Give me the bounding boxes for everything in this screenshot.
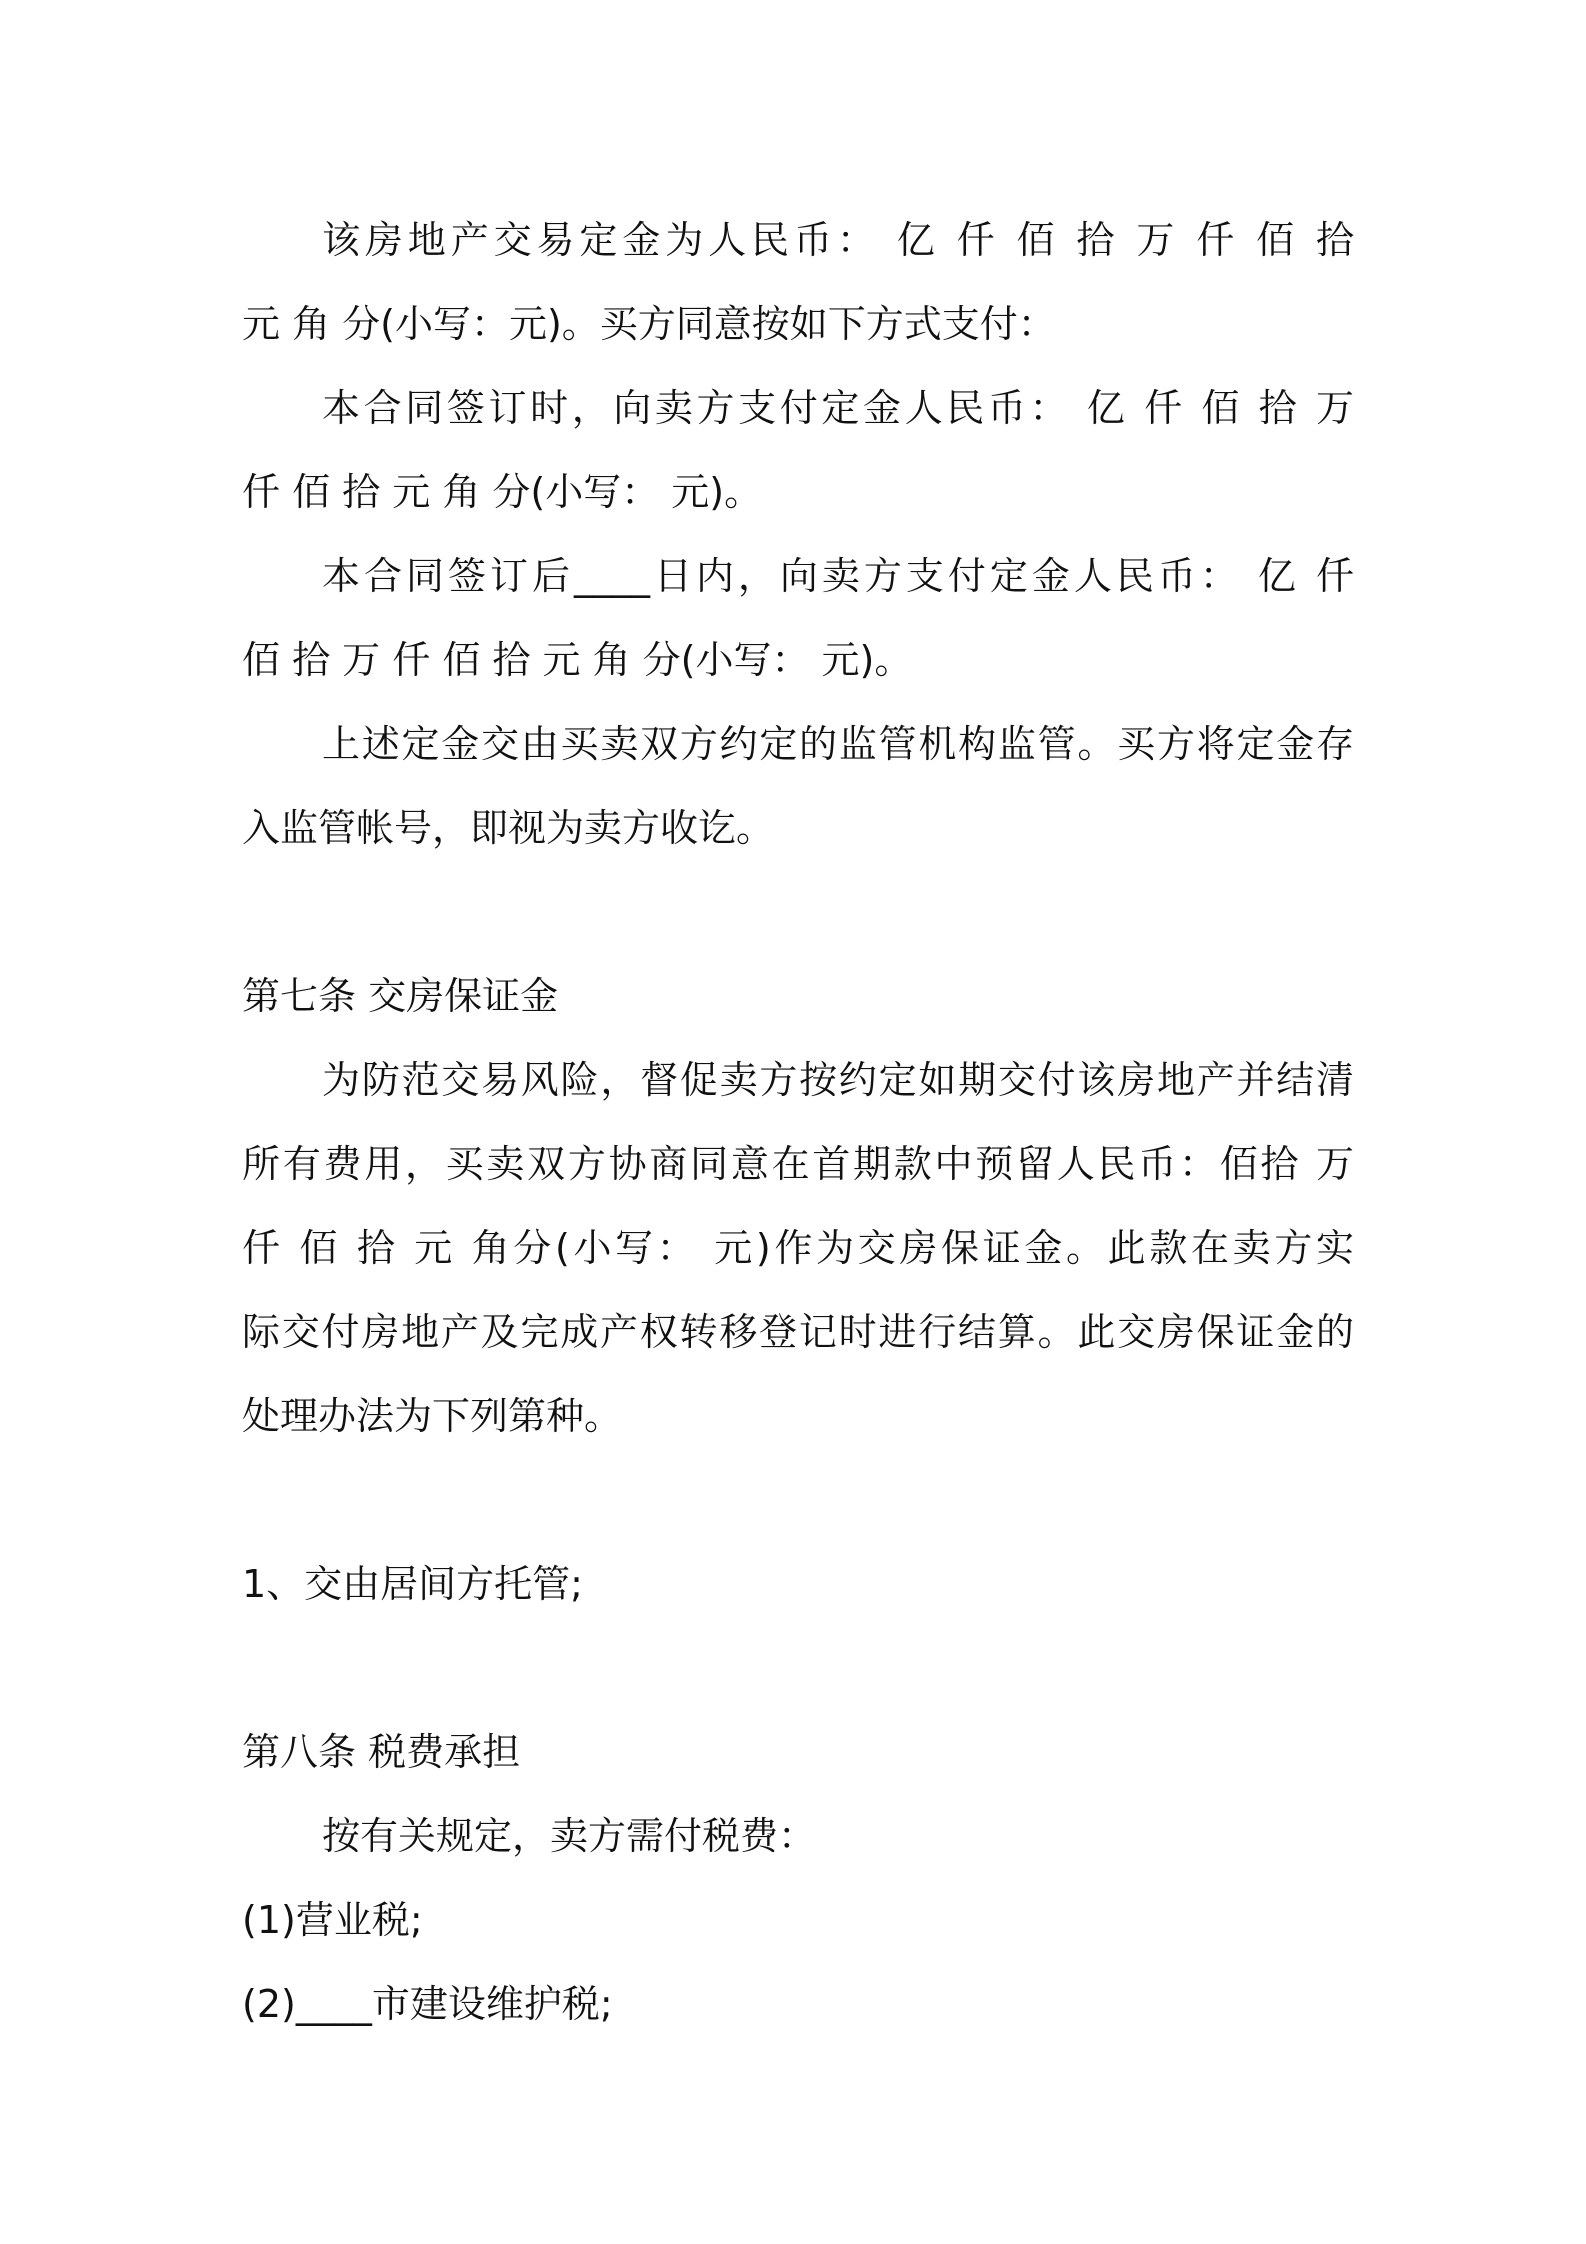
option-1: 1、交由居间方托管; xyxy=(242,1562,583,1606)
deposit-paragraph-line-2: 元 角 分(小写：元)。买方同意按如下方式支付： xyxy=(242,302,1056,346)
spacer xyxy=(242,870,1354,954)
deposit-signing-line-2: 仟 佰 拾 元 角 分(小写： 元)。 xyxy=(242,470,763,514)
article-8-title: 第八条 税费承担 xyxy=(242,1730,521,1774)
article-8-line-2: (1)营业税; xyxy=(242,1898,423,1942)
deposit-supervision-line-1: 上述定金交由买卖双方约定的监管机构监管。买方将定金存 xyxy=(322,722,1354,766)
article-7-line-5: 处理办法为下列第种。 xyxy=(242,1394,623,1438)
article-7-title: 第七条 交房保证金 xyxy=(242,974,559,1018)
deposit-supervision-line-2: 入监管帐号，即视为卖方收讫。 xyxy=(242,806,775,850)
deposit-after-signing-line-1: 本合同签订后____日内，向卖方支付定金人民币： 亿 仟 xyxy=(322,554,1354,598)
deposit-signing-line-1: 本合同签订时，向卖方支付定金人民币： 亿 仟 佰 拾 万 xyxy=(322,386,1354,430)
article-7-line-1: 为防范交易风险，督促卖方按约定如期交付该房地产并结清 xyxy=(322,1058,1354,1102)
spacer xyxy=(242,1458,1354,1542)
spacer xyxy=(242,1626,1354,1710)
document-body xyxy=(242,198,1354,2046)
article-8-line-1: 按有关规定，卖方需付税费： xyxy=(322,1814,817,1858)
deposit-paragraph-line-1: 该房地产交易定金为人民币： 亿 仟 佰 拾 万 仟 佰 拾 xyxy=(322,218,1354,262)
deposit-after-signing-line-2: 佰 拾 万 仟 佰 拾 元 角 分(小写： 元)。 xyxy=(242,638,913,682)
article-8-line-3: (2)____市建设维护税; xyxy=(242,1982,613,2026)
article-7-line-2: 所有费用，买卖双方协商同意在首期款中预留人民币：佰拾 万 xyxy=(242,1142,1354,1186)
article-7-line-3: 仟 佰 拾 元 角分(小写： 元)作为交房保证金。此款在卖方实 xyxy=(242,1226,1354,1270)
article-7-line-4: 际交付房地产及完成产权转移登记时进行结算。此交房保证金的 xyxy=(242,1310,1354,1354)
